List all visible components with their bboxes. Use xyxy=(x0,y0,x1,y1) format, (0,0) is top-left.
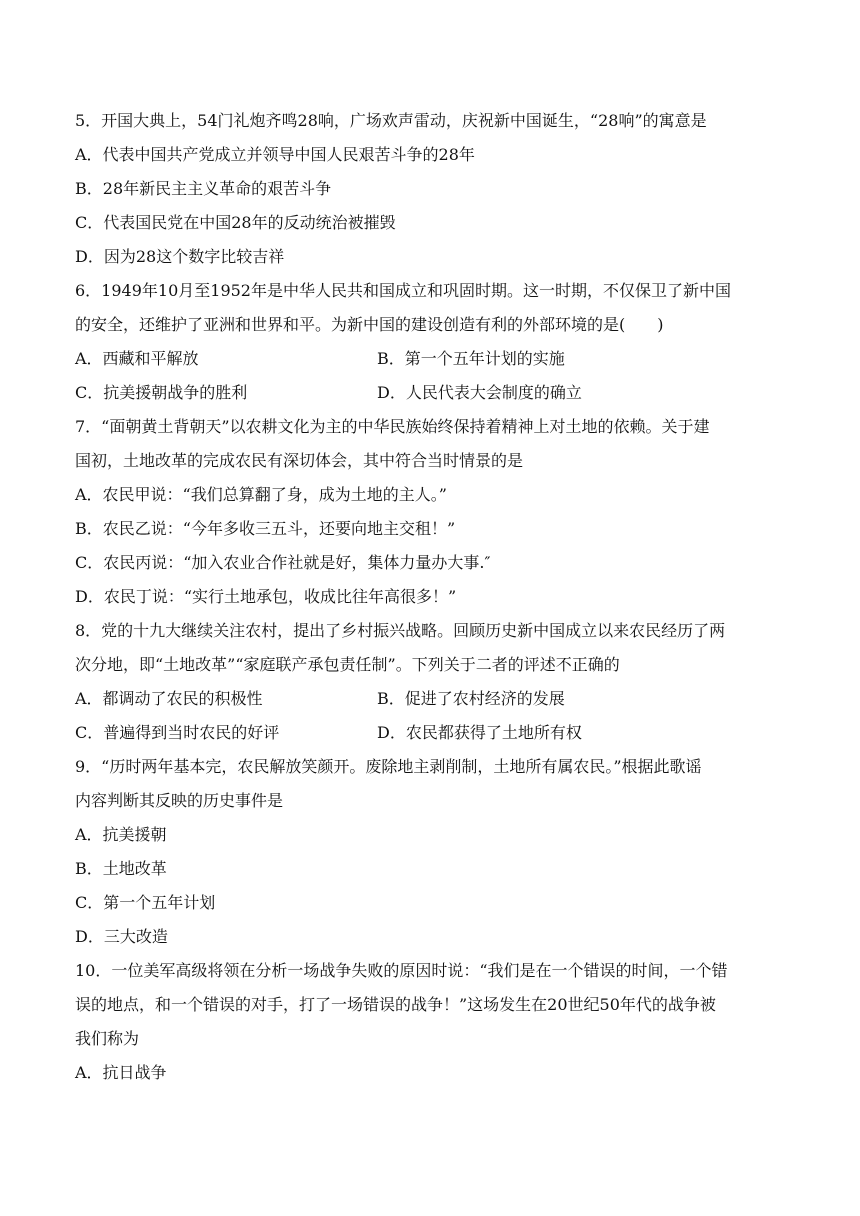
question-stem: 7．“面朝黄土背朝天”以农耕文化为主的中华民族始终保持着精神上对土地的依赖。关于建 xyxy=(75,417,710,436)
option-a: A．抗美援朝 xyxy=(75,825,167,844)
option-c: C．第一个五年计划 xyxy=(75,893,216,912)
question-stem: 9．“历时两年基本完，农民解放笑颜开。废除地主剥削制，土地所有属农民。”根据此歌谣 xyxy=(75,757,702,776)
options-row xyxy=(75,376,790,410)
option-c: C．农民丙说：“加入农业合作社就是好，集体力量办大事.″ xyxy=(75,553,491,572)
question-stem: 国初，土地改革的完成农民有深切体会，其中符合当时情景的是 xyxy=(75,451,524,470)
option-a: A．抗日战争 xyxy=(75,1063,167,1082)
option-b: B．第一个五年计划的实施 xyxy=(377,349,565,368)
option-b: B．促进了农村经济的发展 xyxy=(377,689,565,708)
question-9 xyxy=(75,750,790,954)
option-d: D．农民丁说：“实行土地承包，收成比往年高很多！” xyxy=(75,587,457,606)
option-b: B．农民乙说：“今年多收三五斗，还要向地主交租！” xyxy=(75,519,456,538)
question-stem: 10．一位美军高级将领在分析一场战争失败的原因时说：“我们是在一个错误的时间，一个错 xyxy=(75,961,728,980)
question-8 xyxy=(75,614,790,750)
question-stem: 次分地，即“土地改革”“家庭联产承包责任制”。下列关于二者的评述不正确的 xyxy=(75,655,620,674)
option-c: C．抗美援朝战争的胜利 xyxy=(75,383,248,402)
question-stem: 误的地点，和一个错误的对手，打了一场错误的战争！”这场发生在20世纪50年代的战争被 xyxy=(75,995,716,1014)
question-stem: 5．开国大典上，54门礼炮齐鸣28响，广场欢声雷动，庆祝新中国诞生，“28响”的寓意是 xyxy=(75,111,707,130)
question-stem: 我们称为 xyxy=(75,1029,140,1048)
option-d: D．因为28这个数字比较吉祥 xyxy=(75,247,285,266)
option-d: D．人民代表大会制度的确立 xyxy=(377,383,582,402)
option-d: D．农民都获得了土地所有权 xyxy=(377,723,582,742)
question-stem: 的安全，还维护了亚洲和世界和平。为新中国的建设创造有利的外部环境的是( ) xyxy=(75,315,664,334)
question-stem: 6．1949年10月至1952年是中华人民共和国成立和巩固时期。这一时期，不仅保卫了新中国 xyxy=(75,281,731,300)
options-row xyxy=(75,682,790,716)
question-10 xyxy=(75,954,790,1090)
question-stem: 内容判断其反映的历史事件是 xyxy=(75,791,284,810)
option-c: C．代表国民党在中国28年的反动统治被摧毁 xyxy=(75,213,396,232)
option-a: A．代表中国共产党成立并领导中国人民艰苦斗争的28年 xyxy=(75,145,475,164)
question-6 xyxy=(75,274,790,410)
option-a: A．都调动了农民的积极性 xyxy=(75,689,263,708)
options-row xyxy=(75,716,790,750)
option-d: D．三大改造 xyxy=(75,927,168,946)
question-7 xyxy=(75,410,790,614)
option-b: B．28年新民主主义革命的艰苦斗争 xyxy=(75,179,332,198)
options-row xyxy=(75,342,790,376)
option-a: A．西藏和平解放 xyxy=(75,349,199,368)
question-list xyxy=(75,104,790,1090)
option-b: B．土地改革 xyxy=(75,859,167,878)
question-stem: 8．党的十九大继续关注农村，提出了乡村振兴战略。回顾历史新中国成立以来农民经历了两 xyxy=(75,621,726,640)
option-a: A．农民甲说：“我们总算翻了身，成为土地的主人。” xyxy=(75,485,447,504)
option-c: C．普遍得到当时农民的好评 xyxy=(75,723,280,742)
question-5 xyxy=(75,104,790,274)
